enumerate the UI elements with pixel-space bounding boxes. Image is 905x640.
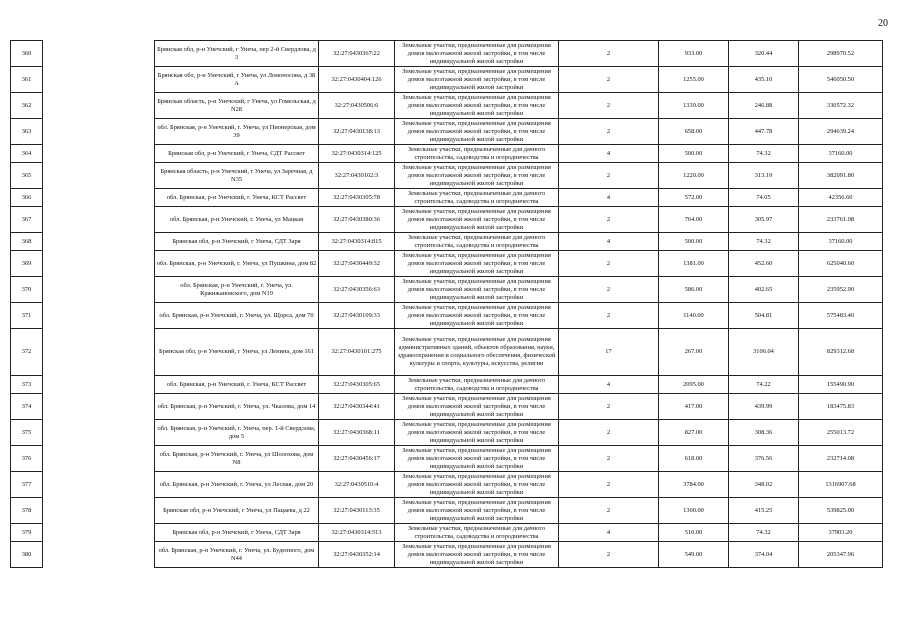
cadastral-value-cell: 829312.68: [799, 329, 883, 376]
land-use-cell: Земельные участки, предназначенные для размещения домов малоэтажной жилой застройки, в том числе индивидуальной жилой застройки: [395, 420, 559, 446]
address-cell: Брянская обл, р-н Унечский, г Унеча, СДТ Рассвет: [155, 145, 319, 163]
row-number-cell: 371: [11, 303, 43, 329]
area-cell: 572.00: [659, 189, 729, 207]
area-cell: 2095.00: [659, 376, 729, 394]
unit-value-cell: 504.81: [729, 303, 799, 329]
cadastral-number-cell: 32:27:0430352:14: [319, 542, 395, 568]
cadastral-number-cell: 32:27:0430314:815: [319, 233, 395, 251]
unit-value-cell: 447.78: [729, 119, 799, 145]
area-cell: 500.00: [659, 145, 729, 163]
unit-value-cell: 439.99: [729, 394, 799, 420]
gap-cell: [43, 41, 155, 67]
group-cell: 4: [559, 233, 659, 251]
area-cell: 827.00: [659, 420, 729, 446]
area-cell: 1381.00: [659, 251, 729, 277]
row-number-cell: 380: [11, 542, 43, 568]
land-use-cell: Земельные участки, предназначенные для дачного строительства, садоводства и огородничества: [395, 233, 559, 251]
cadastral-number-cell: 32:27:0430356:63: [319, 277, 395, 303]
group-cell: 2: [559, 119, 659, 145]
row-number-cell: 379: [11, 524, 43, 542]
address-cell: Брянская обл, р-н Унечский, г Унеча, СДТ Заря: [155, 233, 319, 251]
address-cell: обл. Брянская, р-н Унечский, г. Унеча, ул Мацкая: [155, 207, 319, 233]
area-cell: 1300.00: [659, 498, 729, 524]
group-cell: 2: [559, 498, 659, 524]
cadastral-value-cell: 42356.60: [799, 189, 883, 207]
gap-cell: [43, 524, 155, 542]
address-cell: обл. Брянская, р-н Унечский, г. Унеча, ул. Буденного, дом N44: [155, 542, 319, 568]
table-row: [11, 67, 883, 93]
cadastral-number-cell: 32:27:0430101:275: [319, 329, 395, 376]
address-cell: Брянская область, р-н Унечский, г Унеча, ул Заречная, д N35: [155, 163, 319, 189]
table-row: [11, 277, 883, 303]
gap-cell: [43, 189, 155, 207]
cadastral-number-cell: 32:27:0430314:125: [319, 145, 395, 163]
land-use-cell: Земельные участки, предназначенные для размещения домов малоэтажной жилой застройки, в том числе индивидуальной жилой застройки: [395, 67, 559, 93]
unit-value-cell: 435.10: [729, 67, 799, 93]
row-number-cell: 378: [11, 498, 43, 524]
row-number-cell: 376: [11, 446, 43, 472]
cadastral-value-cell: 232714.08: [799, 446, 883, 472]
row-number-cell: 372: [11, 329, 43, 376]
cadastral-value-cell: 539825.00: [799, 498, 883, 524]
group-cell: 2: [559, 41, 659, 67]
cadastral-number-cell: 32:27:0430344:41: [319, 394, 395, 420]
area-cell: 3784.00: [659, 472, 729, 498]
group-cell: 2: [559, 542, 659, 568]
gap-cell: [43, 498, 155, 524]
cadastral-value-cell: 183475.83: [799, 394, 883, 420]
cadastral-number-cell: 32:27:0430305:78: [319, 189, 395, 207]
cadastral-table-wrapper: [10, 40, 883, 568]
gap-cell: [43, 145, 155, 163]
address-cell: обл. Брянская, р-н Унечский, г. Унеча, ул Пушкина, дом 82: [155, 251, 319, 277]
area-cell: 417.00: [659, 394, 729, 420]
land-use-cell: Земельные участки, предназначенные для дачного строительства, садоводства и огородничества: [395, 376, 559, 394]
table-body: [11, 41, 883, 568]
page-number: 20: [878, 18, 888, 29]
cadastral-value-table: [10, 40, 883, 568]
area-cell: 500.00: [659, 233, 729, 251]
unit-value-cell: 348.02: [729, 472, 799, 498]
land-use-cell: Земельные участки, предназначенные для размещения домов малоэтажной жилой застройки, в том числе индивидуальной жилой застройки: [395, 251, 559, 277]
cadastral-value-cell: 382091.80: [799, 163, 883, 189]
row-number-cell: 360: [11, 41, 43, 67]
address-cell: обл. Брянская, р-н Унечский, г. Унеча, ул Лесная, дом 20: [155, 472, 319, 498]
area-cell: 764.00: [659, 207, 729, 233]
table-row: [11, 329, 883, 376]
land-use-cell: Земельные участки, предназначенные для размещения домов малоэтажной жилой застройки, в том числе индивидуальной жилой застройки: [395, 207, 559, 233]
area-cell: 1255.00: [659, 67, 729, 93]
table-row: [11, 446, 883, 472]
row-number-cell: 363: [11, 119, 43, 145]
land-use-cell: Земельные участки, предназначенные для размещения домов малоэтажной жилой застройки, в том числе индивидуальной жилой застройки: [395, 446, 559, 472]
land-use-cell: Земельные участки, предназначенные для размещения домов малоэтажной жилой застройки, в том числе индивидуальной жилой застройки: [395, 41, 559, 67]
gap-cell: [43, 207, 155, 233]
group-cell: 2: [559, 251, 659, 277]
table-row: [11, 41, 883, 67]
land-use-cell: Земельные участки, предназначенные для размещения домов малоэтажной жилой застройки, в том числе индивидуальной жилой застройки: [395, 472, 559, 498]
group-cell: 2: [559, 394, 659, 420]
area-cell: 1220.00: [659, 163, 729, 189]
row-number-cell: 362: [11, 93, 43, 119]
gap-cell: [43, 277, 155, 303]
cadastral-number-cell: 32:27:0430109:33: [319, 303, 395, 329]
table-row: [11, 233, 883, 251]
gap-cell: [43, 329, 155, 376]
unit-value-cell: 376.56: [729, 446, 799, 472]
gap-cell: [43, 446, 155, 472]
address-cell: Брянская обл, р-н Унечский, г Унеча, СДТ Заря: [155, 524, 319, 542]
address-cell: Брянская обл, р-н Унечский, г Унеча, ул Ломоносова, д 38 А: [155, 67, 319, 93]
group-cell: 2: [559, 93, 659, 119]
cadastral-value-cell: 37160.00: [799, 233, 883, 251]
row-number-cell: 365: [11, 163, 43, 189]
address-cell: обл. Брянская, р-н Унечский, г. Унеча, ул. Щорса, дом 70: [155, 303, 319, 329]
gap-cell: [43, 233, 155, 251]
table-row: [11, 376, 883, 394]
land-use-cell: Земельные участки, предназначенные для размещения домов малоэтажной жилой застройки, в том числе индивидуальной жилой застройки: [395, 119, 559, 145]
unit-value-cell: 74.32: [729, 524, 799, 542]
unit-value-cell: 374.04: [729, 542, 799, 568]
land-use-cell: Земельные участки, предназначенные для размещения домов малоэтажной жилой застройки, в том числе индивидуальной жилой застройки: [395, 277, 559, 303]
area-cell: 618.00: [659, 446, 729, 472]
row-number-cell: 374: [11, 394, 43, 420]
group-cell: 17: [559, 329, 659, 376]
group-cell: 2: [559, 67, 659, 93]
gap-cell: [43, 67, 155, 93]
group-cell: 2: [559, 207, 659, 233]
unit-value-cell: 74.32: [729, 233, 799, 251]
group-cell: 2: [559, 277, 659, 303]
unit-value-cell: 246.88: [729, 93, 799, 119]
table-row: [11, 303, 883, 329]
gap-cell: [43, 93, 155, 119]
area-cell: 933.00: [659, 41, 729, 67]
row-number-cell: 367: [11, 207, 43, 233]
table-row: [11, 189, 883, 207]
group-cell: 2: [559, 446, 659, 472]
table-row: [11, 420, 883, 446]
table-row: [11, 251, 883, 277]
land-use-cell: Земельные участки, предназначенные для размещения домов малоэтажной жилой застройки, в том числе индивидуальной жилой застройки: [395, 163, 559, 189]
cadastral-number-cell: 32:27:0430506:6: [319, 93, 395, 119]
cadastral-number-cell: 32:27:0430305:65: [319, 376, 395, 394]
cadastral-value-cell: 235952.90: [799, 277, 883, 303]
unit-value-cell: 402.65: [729, 277, 799, 303]
row-number-cell: 375: [11, 420, 43, 446]
cadastral-value-cell: 625040.60: [799, 251, 883, 277]
cadastral-number-cell: 32:27:0430113:35: [319, 498, 395, 524]
cadastral-value-cell: 37903.20: [799, 524, 883, 542]
table-row: [11, 524, 883, 542]
row-number-cell: 368: [11, 233, 43, 251]
unit-value-cell: 452.60: [729, 251, 799, 277]
table-row: [11, 542, 883, 568]
address-cell: обл. Брянская, р-н Унечский, г. Унеча, ул Шолохова, дом N8: [155, 446, 319, 472]
gap-cell: [43, 394, 155, 420]
land-use-cell: Земельные участки, предназначенные для дачного строительства, садоводства и огородничества: [395, 524, 559, 542]
cadastral-value-cell: 575483.40: [799, 303, 883, 329]
cadastral-number-cell: 32:27:0430138:13: [319, 119, 395, 145]
cadastral-number-cell: 32:27:0430367:22: [319, 41, 395, 67]
cadastral-value-cell: 330572.32: [799, 93, 883, 119]
group-cell: 4: [559, 189, 659, 207]
cadastral-value-cell: 37160.00: [799, 145, 883, 163]
unit-value-cell: 74.05: [729, 189, 799, 207]
land-use-cell: Земельные участки, предназначенные для размещения домов малоэтажной жилой застройки, в том числе индивидуальной жилой застройки: [395, 303, 559, 329]
gap-cell: [43, 251, 155, 277]
unit-value-cell: 415.25: [729, 498, 799, 524]
unit-value-cell: 74.32: [729, 145, 799, 163]
table-row: [11, 163, 883, 189]
cadastral-number-cell: 32:27:0430102:3: [319, 163, 395, 189]
address-cell: обл. Брянская, р-н Унечский, г. Унеча, КСТ Рассвет: [155, 189, 319, 207]
address-cell: обл. Брянская, р-н Унечский, г. Унеча, ул. Чкалова, дом 14: [155, 394, 319, 420]
cadastral-value-cell: 298970.52: [799, 41, 883, 67]
row-number-cell: 370: [11, 277, 43, 303]
cadastral-value-cell: 255013.72: [799, 420, 883, 446]
cadastral-value-cell: 546050.50: [799, 67, 883, 93]
table-row: [11, 394, 883, 420]
unit-value-cell: 320.44: [729, 41, 799, 67]
cadastral-value-cell: 155490.90: [799, 376, 883, 394]
land-use-cell: Земельные участки, предназначенные для размещения домов малоэтажной жилой застройки, в том числе индивидуальной жилой застройки: [395, 498, 559, 524]
row-number-cell: 377: [11, 472, 43, 498]
gap-cell: [43, 376, 155, 394]
group-cell: 4: [559, 524, 659, 542]
group-cell: 2: [559, 472, 659, 498]
table-row: [11, 93, 883, 119]
gap-cell: [43, 420, 155, 446]
cadastral-number-cell: 32:27:0430404:126: [319, 67, 395, 93]
area-cell: 1339.00: [659, 93, 729, 119]
area-cell: 1140.00: [659, 303, 729, 329]
address-cell: Брянская область, р-н Унечский, г Унеча, ул Гомельская, д N28: [155, 93, 319, 119]
group-cell: 4: [559, 376, 659, 394]
gap-cell: [43, 303, 155, 329]
cadastral-number-cell: 32:27:0430449:32: [319, 251, 395, 277]
address-cell: Брянская обл, р-н Унечский, г Унеча, ул Ленина, дом 161: [155, 329, 319, 376]
cadastral-number-cell: 32:27:0430510:4: [319, 472, 395, 498]
cadastral-value-cell: 294639.24: [799, 119, 883, 145]
row-number-cell: 373: [11, 376, 43, 394]
land-use-cell: Земельные участки, предназначенные для дачного строительства, садоводства и огородничества: [395, 145, 559, 163]
address-cell: Брянская обл, р-н Унечский, г Унеча, пер 2-й Свердлова, д 3: [155, 41, 319, 67]
gap-cell: [43, 542, 155, 568]
address-cell: обл. Брянская, р-н Унечский, г. Унеча, ул. Кржижановского, дом N19: [155, 277, 319, 303]
land-use-cell: Земельные участки, предназначенные для дачного строительства, садоводства и огородничества: [395, 189, 559, 207]
area-cell: 510.00: [659, 524, 729, 542]
cadastral-number-cell: 32:27:0430314:513: [319, 524, 395, 542]
table-row: [11, 472, 883, 498]
land-use-cell: Земельные участки, предназначенные для размещения домов малоэтажной жилой застройки, в том числе индивидуальной жилой застройки: [395, 542, 559, 568]
group-cell: 4: [559, 145, 659, 163]
table-row: [11, 145, 883, 163]
unit-value-cell: 74.22: [729, 376, 799, 394]
cadastral-number-cell: 32:27:0430380:36: [319, 207, 395, 233]
address-cell: Брянская обл, р-н Унечский, г Унеча, ул Пацаева, д 22: [155, 498, 319, 524]
unit-value-cell: 308.36: [729, 420, 799, 446]
cadastral-value-cell: 205347.96: [799, 542, 883, 568]
address-cell: обл. Брянская, р-н Унечский, г. Унеча, ул Пионерская, дом 39: [155, 119, 319, 145]
group-cell: 2: [559, 303, 659, 329]
area-cell: 658.00: [659, 119, 729, 145]
unit-value-cell: 3106.04: [729, 329, 799, 376]
table-row: [11, 119, 883, 145]
cadastral-value-cell: 233761.08: [799, 207, 883, 233]
table-row: [11, 498, 883, 524]
address-cell: обл. Брянская, р-н Унечский, г. Унеча, пер. 1-й Свердлова, дом 5: [155, 420, 319, 446]
group-cell: 2: [559, 163, 659, 189]
row-number-cell: 364: [11, 145, 43, 163]
gap-cell: [43, 119, 155, 145]
row-number-cell: 366: [11, 189, 43, 207]
land-use-cell: Земельные участки, предназначенные для размещения административных зданий, объектов образования, науки, здравоохранения и социального обеспечения, физической культуры и спорта, культуры, искусства, религии: [395, 329, 559, 376]
group-cell: 2: [559, 420, 659, 446]
unit-value-cell: 313.19: [729, 163, 799, 189]
row-number-cell: 369: [11, 251, 43, 277]
cadastral-number-cell: 32:27:0430368:11: [319, 420, 395, 446]
land-use-cell: Земельные участки, предназначенные для размещения домов малоэтажной жилой застройки, в том числе индивидуальной жилой застройки: [395, 394, 559, 420]
address-cell: обл. Брянская, р-н Унечский, г. Унеча, КСТ Рассвет: [155, 376, 319, 394]
table-row: [11, 207, 883, 233]
cadastral-number-cell: 32:27:0430456:17: [319, 446, 395, 472]
area-cell: 267.00: [659, 329, 729, 376]
land-use-cell: Земельные участки, предназначенные для размещения домов малоэтажной жилой застройки, в том числе индивидуальной жилой застройки: [395, 93, 559, 119]
row-number-cell: 361: [11, 67, 43, 93]
cadastral-value-cell: 1316907.68: [799, 472, 883, 498]
gap-cell: [43, 163, 155, 189]
area-cell: 586.00: [659, 277, 729, 303]
unit-value-cell: 305.97: [729, 207, 799, 233]
gap-cell: [43, 472, 155, 498]
area-cell: 549.00: [659, 542, 729, 568]
